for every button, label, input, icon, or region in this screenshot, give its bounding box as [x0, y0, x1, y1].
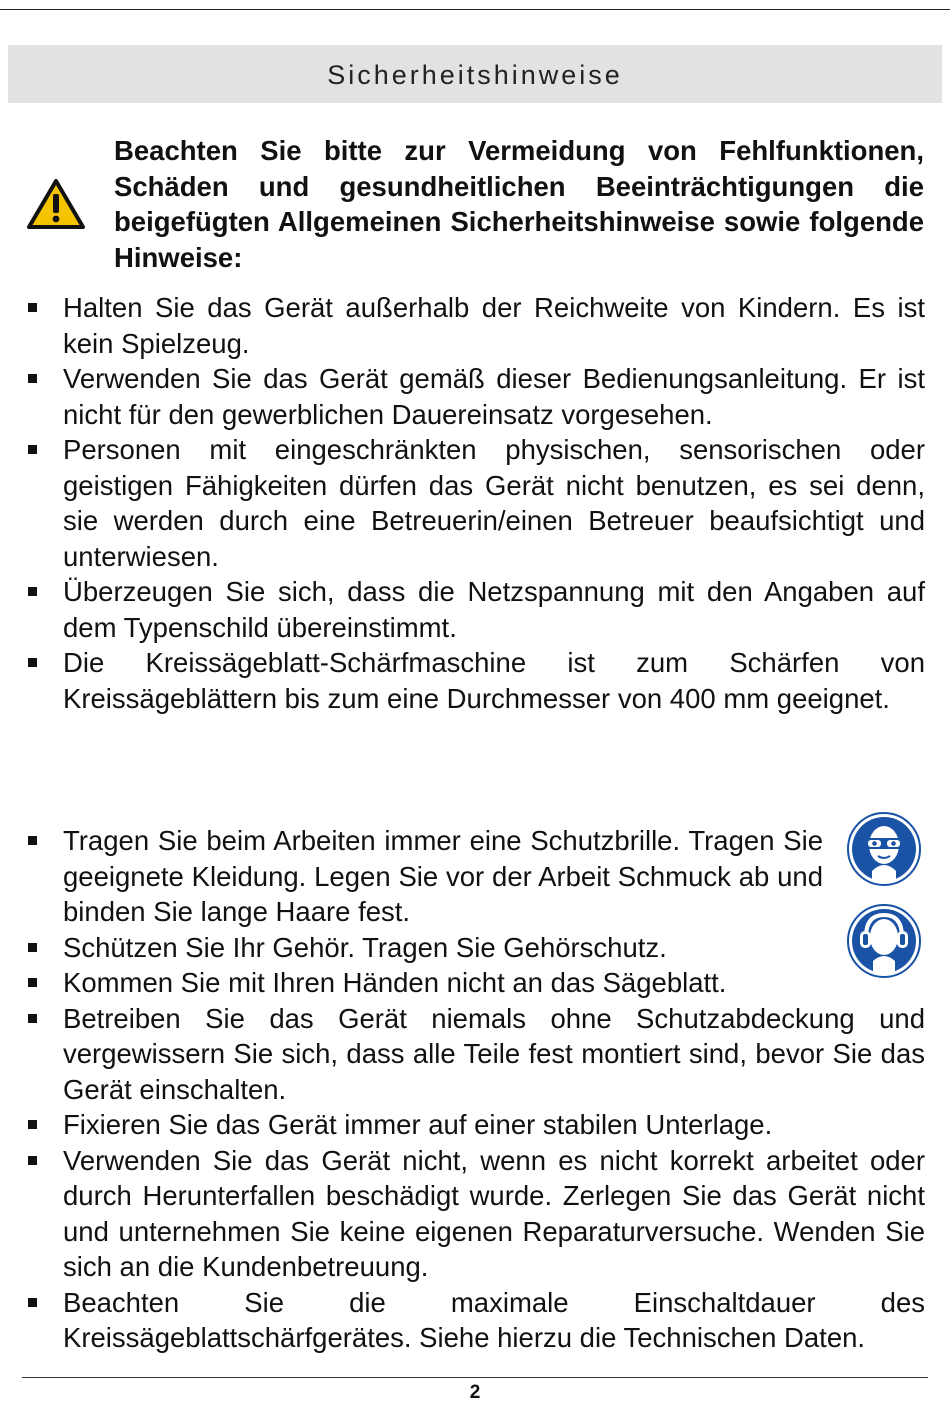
ear-protection-sign-icon [846, 903, 922, 979]
bottom-rule [22, 1377, 928, 1378]
page-number: 2 [469, 1382, 481, 1403]
list-item: Die Kreissägeblatt-Schärfmaschine ist zum Schärfen von Kreissägeblättern bis zum eine Durchmesser von 400 mm geeignet. [0, 645, 925, 716]
list-item: Halten Sie das Gerät außerhalb der Reichweite von Kindern. Es ist kein Spielzeug. [0, 290, 925, 361]
safety-goggles-sign-icon [846, 811, 922, 887]
list-item: Beachten Sie die maximale Einschaltdauer des Kreissägeblattschärfgerätes. Siehe hierzu die Technischen Daten. [0, 1285, 925, 1356]
warning-triangle-icon [26, 178, 86, 230]
list-item: Betreiben Sie das Gerät niemals ohne Schutzabdeckung und vergewissern Sie sich, dass alle Teile fest montiert sind, bevor Sie das Gerät einschalten. [0, 1001, 925, 1108]
list-item: Kommen Sie mit Ihren Händen nicht an das Sägeblatt. [0, 965, 925, 1001]
list-item: Überzeugen Sie sich, dass die Netzspannung mit den Angaben auf dem Typenschild übereinstimmt. [0, 574, 925, 645]
list-item: Fixieren Sie das Gerät immer auf einer stabilen Unterlage. [0, 1107, 925, 1143]
safety-list-general [0, 290, 925, 716]
list-item: Verwenden Sie das Gerät gemäß dieser Bedienungsanleitung. Er ist nicht für den gewerblichen Dauereinsatz vorgesehen. [0, 361, 925, 432]
page-title: Sicherheitshinweise [327, 60, 623, 90]
list-item: Personen mit eingeschränkten physischen, sensorischen oder geistigen Fähigkeiten dürfen das Gerät nicht benutzen, es sei denn, sie werden durch eine Betreuerin/einen Betreuer beaufsichtigt und unterwiesen. [0, 432, 925, 574]
list-item: Tragen Sie beim Arbeiten immer eine Schutzbrille. Tragen Sie geeignete Kleidung. Legen Sie vor der Arbeit Schmuck ab und binden Sie lange Haare fest. [0, 823, 823, 930]
safety-list-operation [0, 823, 925, 1356]
section-header [8, 45, 942, 103]
intro-notice: Beachten Sie bitte zur Vermeidung von Fehlfunktionen, Schäden und gesundheitlichen Beeinträchtigungen die beigefügten Allgemeinen Sicherheitshinweise sowie folgende Hinweise: [114, 135, 924, 273]
list-item: Verwenden Sie das Gerät nicht, wenn es nicht korrekt arbeitet oder durch Herunterfallen beschädigt wurde. Zerlegen Sie das Gerät nicht und unternehmen Sie keine eigenen Reparaturversuche. Wenden Sie sich an die Kundenbetreuung. [0, 1143, 925, 1285]
list-item: Schützen Sie Ihr Gehör. Tragen Sie Gehörschutz. [0, 930, 925, 966]
top-rule [0, 9, 950, 10]
